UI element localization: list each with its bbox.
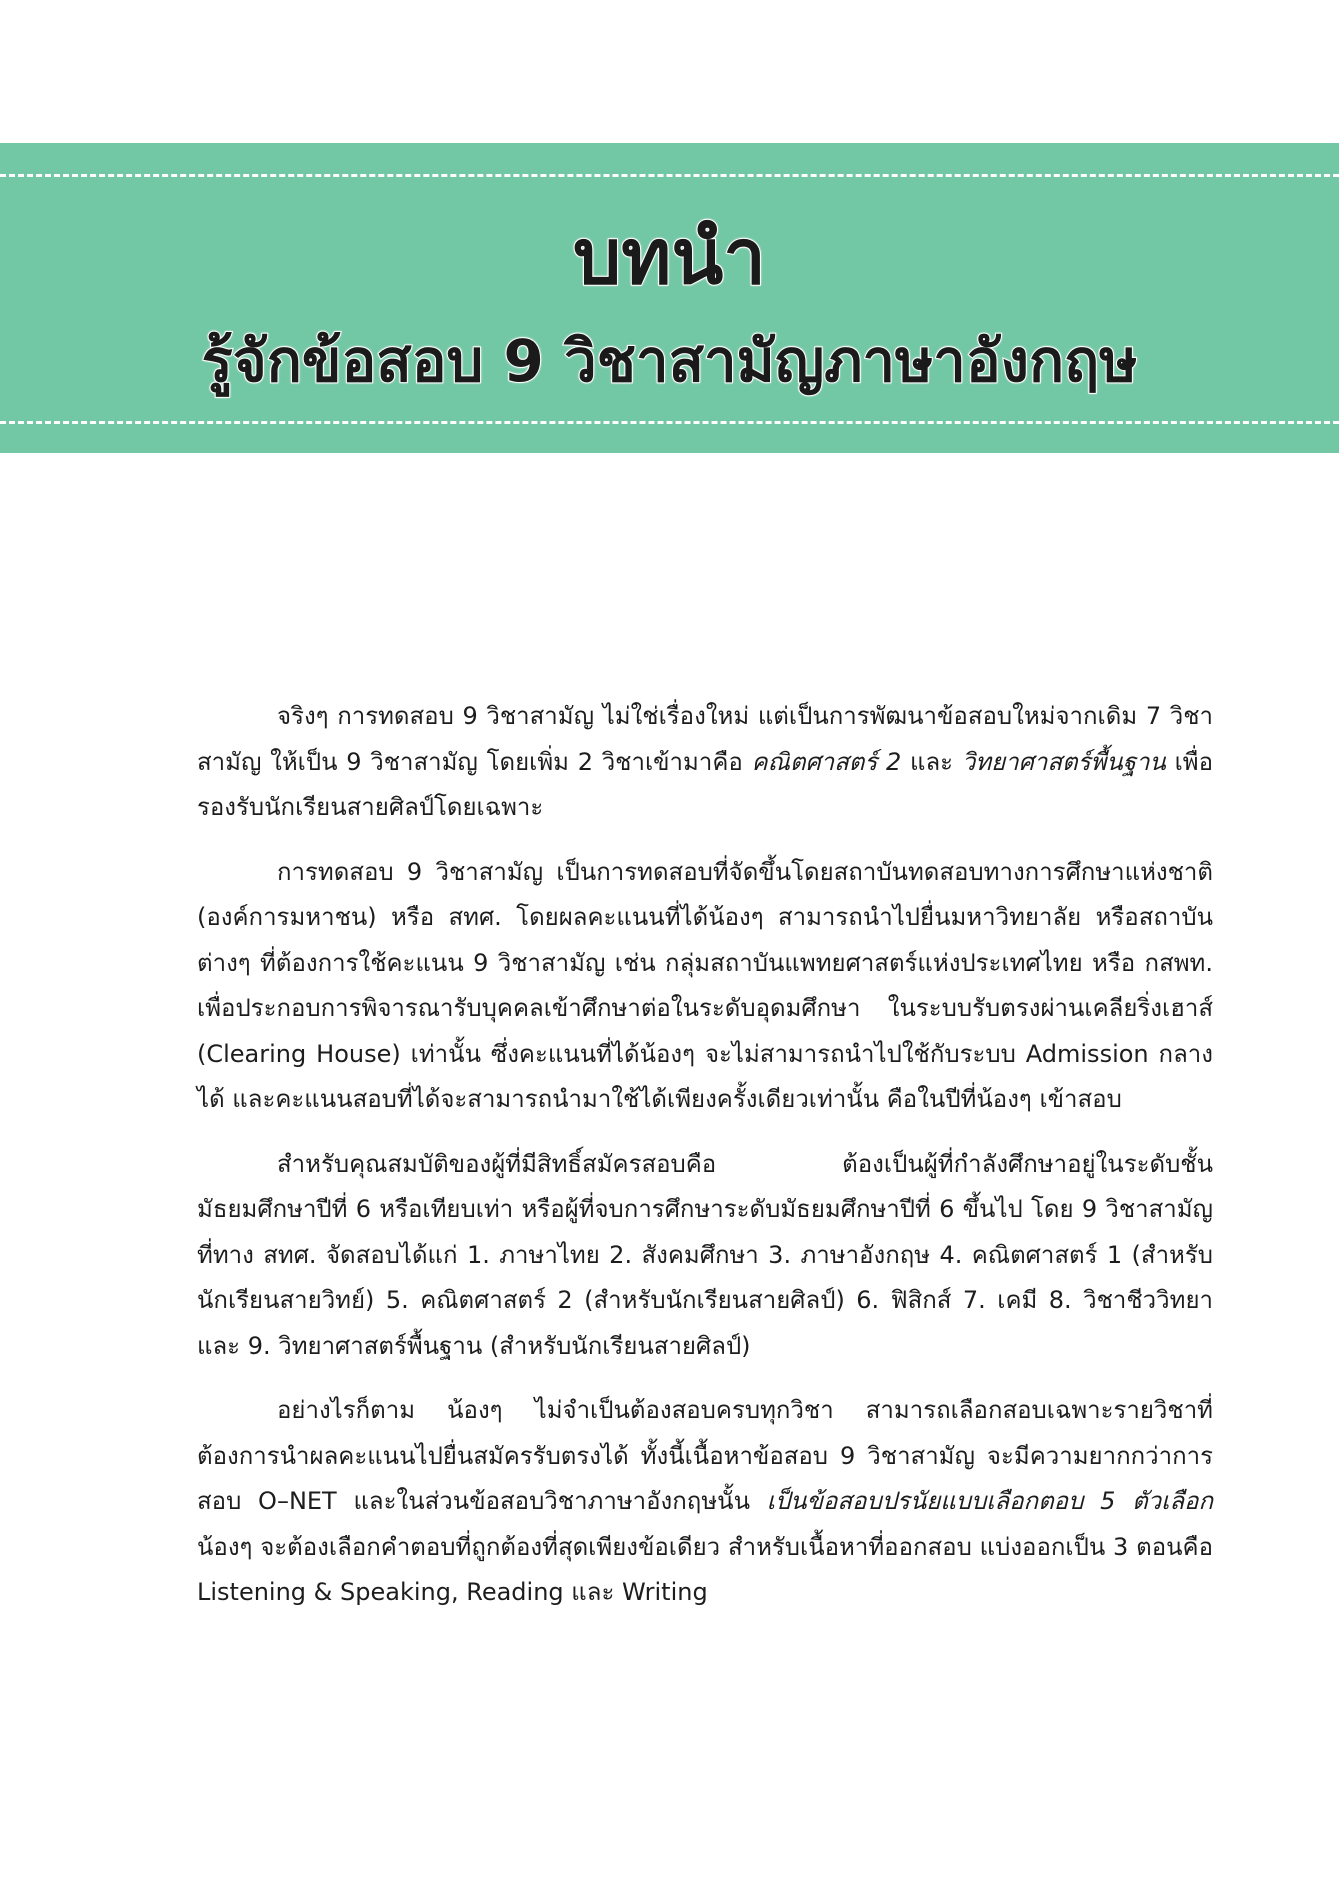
paragraph-1-emphasis-basic-science: วิทยาศาสตร์พื้นฐาน (961, 747, 1166, 776)
paragraph-2: การทดสอบ 9 วิชาสามัญ เป็นการทดสอบที่จัดขึ้นโดยสถาบันทดสอบทางการศึกษาแห่งชาติ (องค์การมหาชน) หรือ สทศ. โดยผลคะแนนที่ได้น้องๆ สามารถนำไปยื่นมหาวิทยาลัย หรือสถาบันต่างๆ ที่ต้องการใช้คะแนน 9 วิชาสามัญ เช่น กลุ่มสถาบันแพทยศาสตร์แห่งประเทศไทย หรือ กสพท. เพื่อประกอบการพิจารณารับบุคคลเข้าศึกษาต่อในระดับอุดมศึกษา ในระบบรับตรงผ่านเคลียริ่งเฮาส์ (Clearing House) เท่านั้น ซึ่งคะแนนที่ได้น้องๆ จะไม่สามารถนำไปใช้กับระบบ Admission กลางได้ และคะแนนสอบที่ได้จะสามารถนำมาใช้ได้เพียงครั้งเดียวเท่านั้น คือในปีที่น้องๆ เข้าสอบ (197, 857, 1213, 1113)
paragraph-1 (197, 694, 1213, 831)
paragraph-1-text-c: เพื่อรองรับนักเรียนสายศิลป์โดยเฉพาะ (197, 747, 1214, 821)
paragraph-4-emphasis: เป็นข้อสอบปรนัยแบบเลือกตอบ 5 ตัวเลือก (766, 1487, 1214, 1515)
banner-top-dashed-line (0, 174, 1339, 177)
chapter-title: บทนำ (573, 212, 766, 301)
paragraph-4-text-b: น้องๆ จะต้องเลือกคำตอบที่ถูกต้องที่สุดเพียงข้อเดียว สำหรับเนื้อหาที่ออกสอบ แบ่งออกเป็น 3 ตอนคือ Listening & Speaking, Reading และ Writing (197, 1532, 1213, 1606)
paragraph-1-text-b: และ (901, 747, 962, 776)
paragraph-4 (197, 1388, 1213, 1616)
paragraph-3: สำหรับคุณสมบัติของผู้ที่มีสิทธิ์สมัครสอบคือ ต้องเป็นผู้ที่กำลังศึกษาอยู่ในระดับชั้นมัธยมศึกษาปีที่ 6 หรือเทียบเท่า หรือผู้ที่จบการศึกษาระดับมัธยมศึกษาปีที่ 6 ขึ้นไป โดย 9 วิชาสามัญที่ทาง สทศ. จัดสอบได้แก่ 1. ภาษาไทย 2. สังคมศึกษา 3. ภาษาอังกฤษ 4. คณิตศาสตร์ 1 (สำหรับนักเรียนสายวิทย์) 5. คณิตศาสตร์ 2 (สำหรับนักเรียนสายศิลป์) 6. ฟิสิกส์ 7. เคมี 8. วิชาชีววิทยา และ 9. วิทยาศาสตร์พื้นฐาน (สำหรับนักเรียนสายศิลป์) (197, 1149, 1213, 1360)
paragraph-4-text-a: อย่างไรก็ตาม น้องๆ ไม่จำเป็นต้องสอบครบทุกวิชา สามารถเลือกสอบเฉพาะรายวิชาที่ต้องการนำผลคะแนนไปยื่นสมัครรับตรงได้ ทั้งนี้เนื้อหาข้อสอบ 9 วิชาสามัญ จะมีความยากกว่าการสอบ O–NET และในส่วนข้อสอบวิชาภาษาอังกฤษนั้น (197, 1396, 1213, 1515)
body-text (197, 694, 1213, 1635)
chapter-subtitle: รู้จักข้อสอบ 9 วิชาสามัญภาษาอังกฤษ (201, 327, 1138, 395)
title-banner (0, 143, 1339, 453)
paragraph-1-text-a: จริงๆ การทดสอบ 9 วิชาสามัญ ไม่ใช่เรื่องใหม่ แต่เป็นการพัฒนาข้อสอบใหม่จากเดิม 7 วิชาสามัญ ให้เป็น 9 วิชาสามัญ โดยเพิ่ม 2 วิชาเข้ามาคือ (197, 702, 1213, 776)
banner-bottom-dashed-line (0, 421, 1339, 424)
paragraph-1-emphasis-math2: คณิตศาสตร์ 2 (751, 747, 902, 776)
